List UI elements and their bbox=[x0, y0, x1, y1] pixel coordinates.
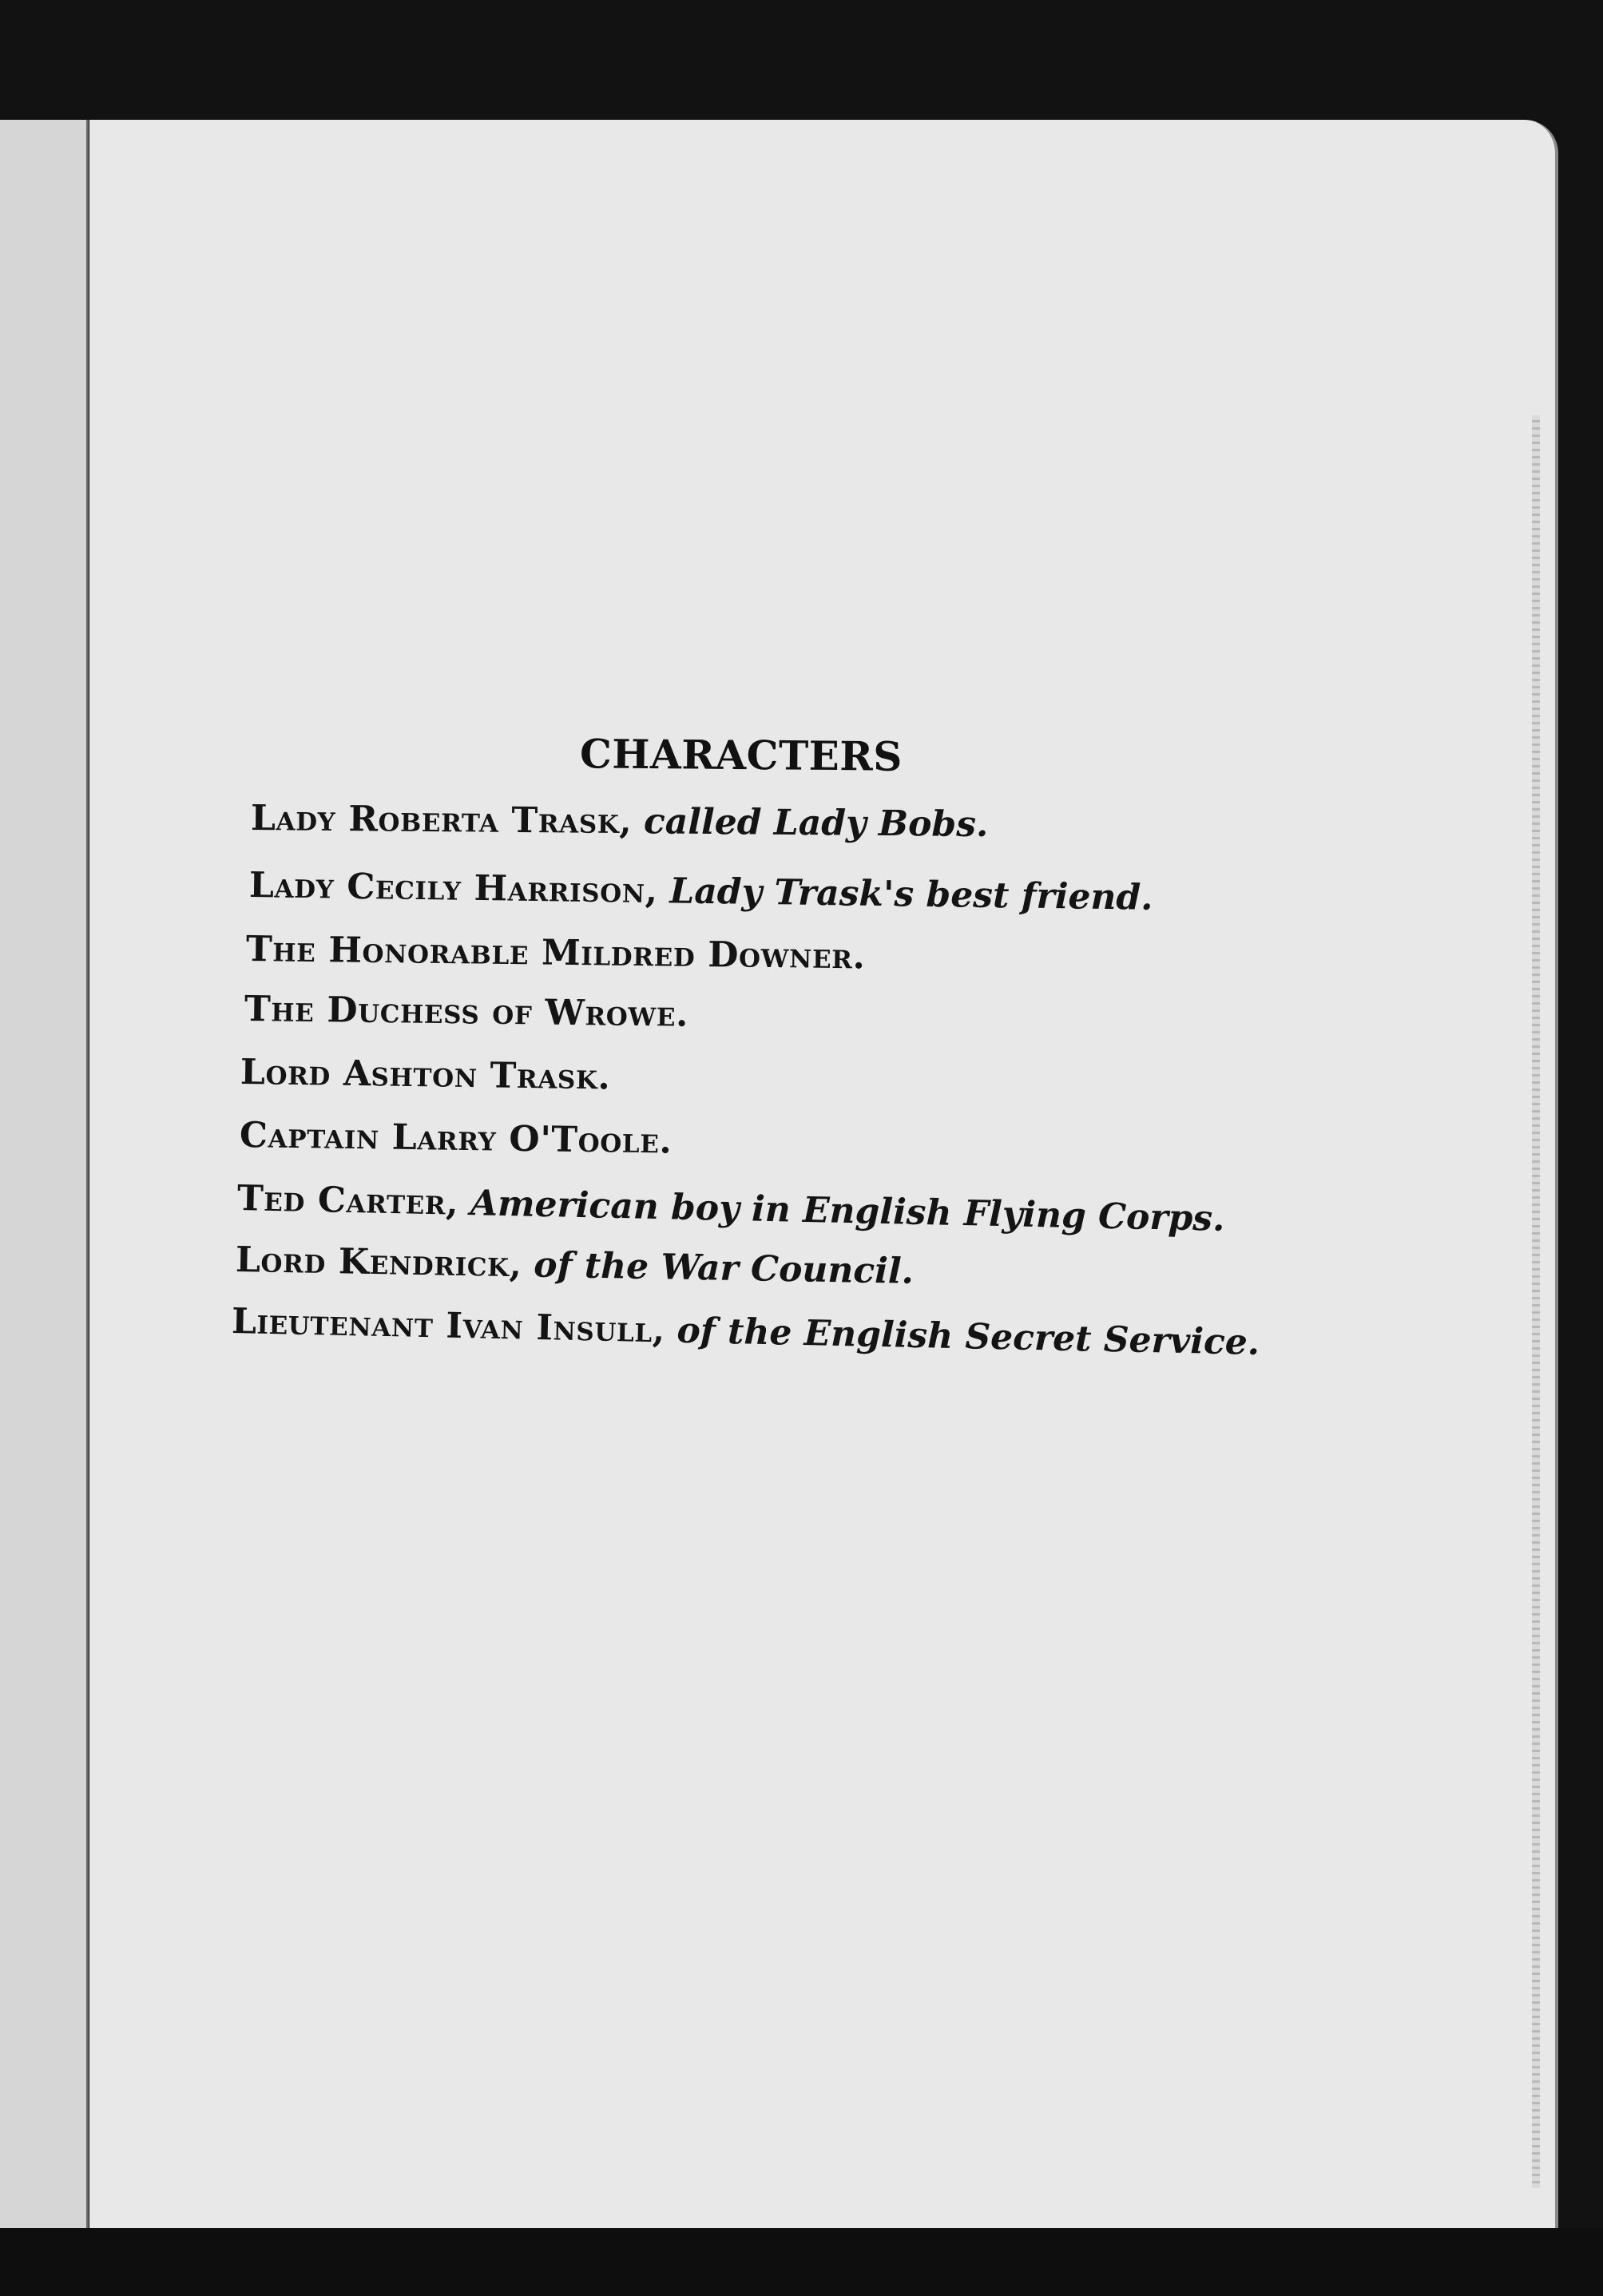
character-name: Lord Kendrick bbox=[235, 1239, 510, 1285]
character-entry: Lady Roberta Trask, called Lady Bobs. bbox=[250, 798, 989, 846]
page-title: CHARACTERS bbox=[579, 729, 903, 780]
character-description: of the English Secret Service. bbox=[676, 1310, 1260, 1363]
character-name: The Duchess of Wrowe. bbox=[244, 989, 689, 1035]
character-name: The Honorable Mildred Downer. bbox=[245, 929, 866, 977]
character-description: Lady Trask's best friend. bbox=[669, 870, 1153, 918]
character-description: called Lady Bobs. bbox=[643, 801, 989, 846]
scan-border bbox=[0, 2228, 1603, 2296]
character-name: Ted Carter bbox=[236, 1178, 446, 1223]
character-description: American boy in English Flying Corps. bbox=[470, 1183, 1225, 1239]
character-description: of the War Council. bbox=[533, 1244, 915, 1292]
character-name: Lord Ashton Trask. bbox=[240, 1052, 611, 1098]
page-fore-edge bbox=[1532, 415, 1540, 2188]
character-entry: Lieutenant Ivan Insull, of the English Secret Service. bbox=[231, 1301, 1260, 1363]
character-name: Lieutenant Ivan Insull bbox=[231, 1301, 653, 1351]
character-name: Lady Roberta Trask bbox=[250, 798, 620, 843]
character-entry: Lord Kendrick, of the War Council. bbox=[235, 1239, 915, 1292]
character-name: Lady Cecily Harrison bbox=[248, 865, 646, 911]
left-page-edge bbox=[0, 120, 89, 2228]
character-entry: Lady Cecily Harrison, Lady Trask's best friend. bbox=[248, 865, 1153, 918]
character-entry: Ted Carter, American boy in English Flying Corps. bbox=[236, 1178, 1225, 1239]
character-name: Captain Larry O'Toole. bbox=[239, 1115, 673, 1162]
book-page bbox=[89, 120, 1558, 2228]
